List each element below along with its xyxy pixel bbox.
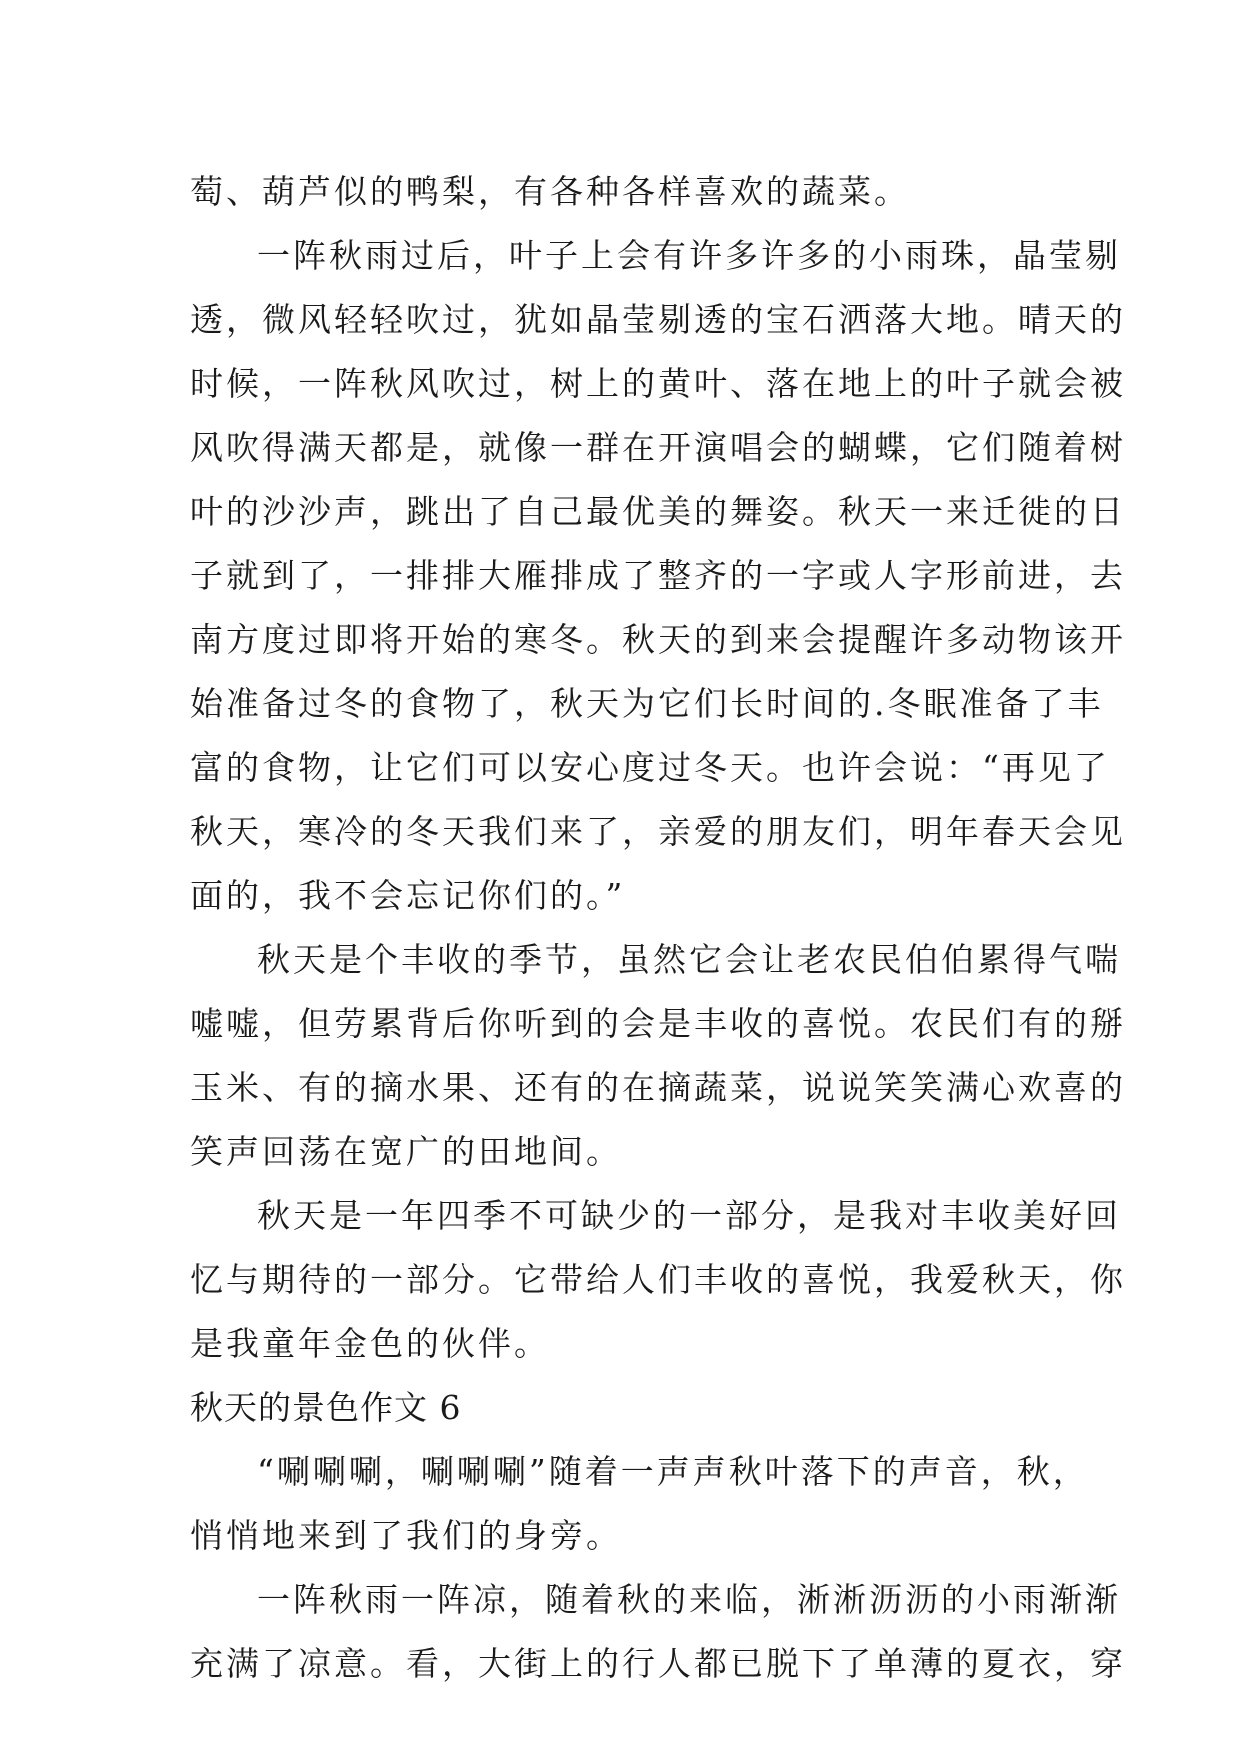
text-line: 嘘嘘，但劳累背后你听到的会是丰收的喜悦。农民们有的掰 [190, 1004, 1126, 1043]
text-line: 南方度过即将开始的寒冬。秋天的到来会提醒许多动物该开 [190, 620, 1126, 659]
text-line: 始准备过冬的食物了，秋天为它们长时间的.冬眠准备了丰 [190, 684, 1104, 723]
text-line: 子就到了，一排排大雁排成了整齐的一字或人字形前进，去 [190, 556, 1126, 595]
paragraph-start-line: “唰唰唰，唰唰唰”随着一声声秋叶落下的声音，秋， [257, 1452, 1089, 1491]
text-line: 是我童年金色的伙伴。 [190, 1324, 550, 1363]
document-page [190, 160, 1126, 1696]
paragraph-start-line: 一阵秋雨一阵凉，随着秋的来临，淅淅沥沥的小雨渐渐 [257, 1580, 1121, 1619]
text-line: 时候，一阵秋风吹过，树上的黄叶、落在地上的叶子就会被 [190, 364, 1126, 403]
text-line: 笑声回荡在宽广的田地间。 [190, 1132, 622, 1171]
text-line: 风吹得满天都是，就像一群在开演唱会的蝴蝶，它们随着树 [190, 428, 1126, 467]
text-line: 玉米、有的摘水果、还有的在摘蔬菜，说说笑笑满心欢喜的 [190, 1068, 1126, 1107]
text-line: 叶的沙沙声，跳出了自己最优美的舞姿。秋天一来迁徙的日 [190, 492, 1126, 531]
text-line: 萄、葫芦似的鸭梨，有各种各样喜欢的蔬菜。 [190, 172, 910, 211]
paragraph-start-line: 秋天是个丰收的季节，虽然它会让老农民伯伯累得气喘 [257, 940, 1121, 979]
paragraph-start-line: 秋天是一年四季不可缺少的一部分，是我对丰收美好回 [257, 1196, 1121, 1235]
text-line: 透，微风轻轻吹过，犹如晶莹剔透的宝石洒落大地。晴天的 [190, 300, 1126, 339]
text-line: 充满了凉意。看，大街上的行人都已脱下了单薄的夏衣，穿 [190, 1644, 1126, 1683]
text-line: 秋天，寒冷的冬天我们来了，亲爱的朋友们，明年春天会见 [190, 812, 1126, 851]
section-heading: 秋天的景色作文 6 [190, 1388, 462, 1427]
text-line: 富的食物，让它们可以安心度过冬天。也许会说：“再见了 [190, 748, 1110, 787]
paragraph-start-line: 一阵秋雨过后，叶子上会有许多许多的小雨珠，晶莹剔 [257, 236, 1121, 275]
text-line: 面的，我不会忘记你们的。” [190, 876, 626, 915]
text-line: 悄悄地来到了我们的身旁。 [190, 1516, 622, 1555]
text-line: 忆与期待的一部分。它带给人们丰收的喜悦，我爱秋天，你 [190, 1260, 1126, 1299]
